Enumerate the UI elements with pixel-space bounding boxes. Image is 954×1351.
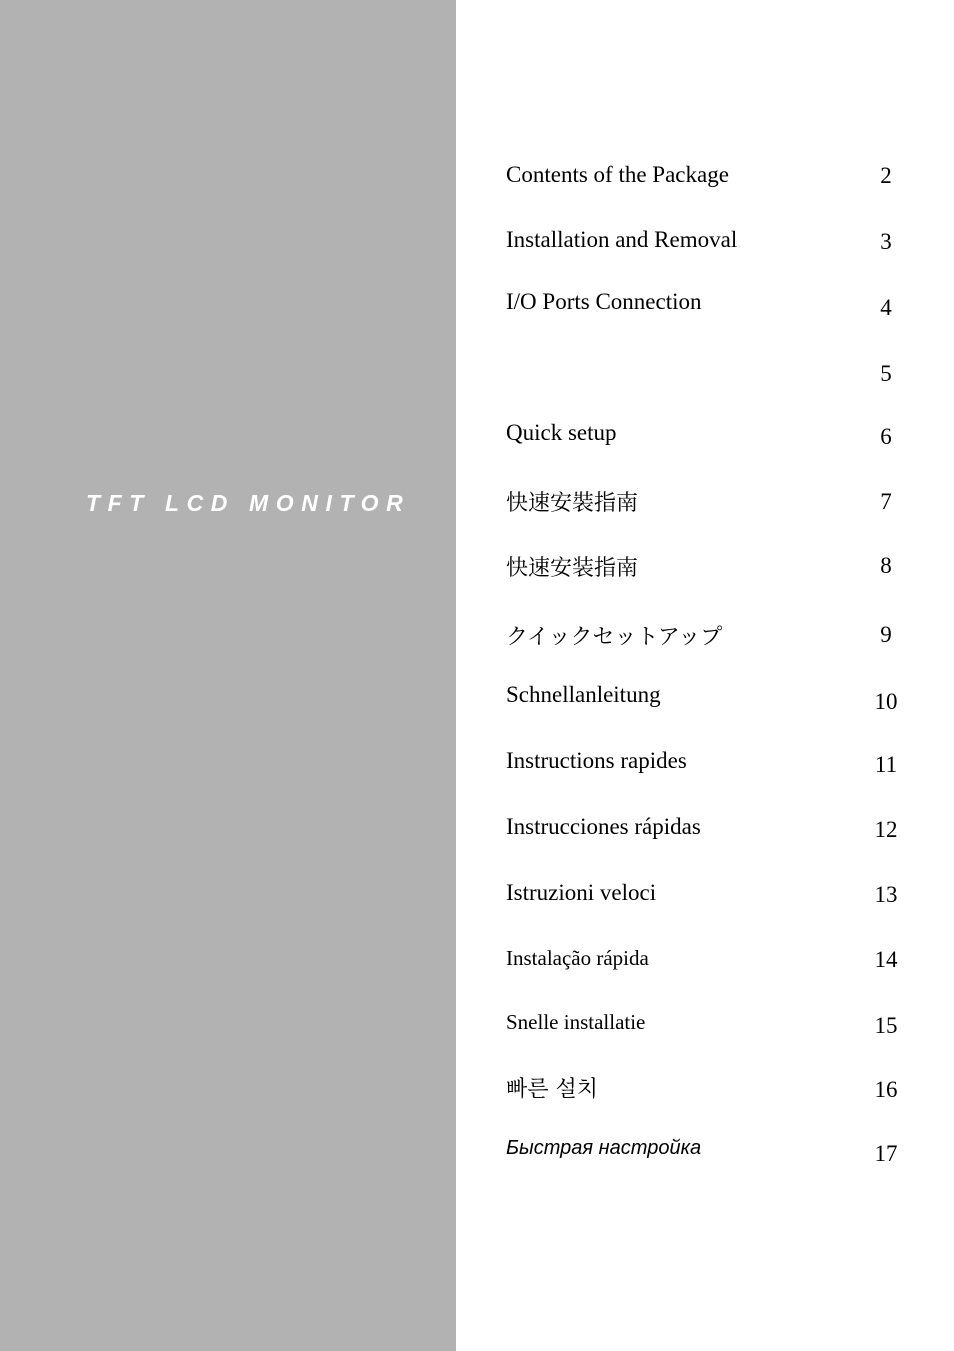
toc-entry-page-korean: 16	[874, 1077, 898, 1102]
toc-entry-page-quick-setup: 6	[880, 424, 892, 449]
gray-sidebar	[0, 0, 456, 1351]
toc-entry-label-installation: Installation and Removal	[506, 227, 738, 252]
toc-entry-page-portuguese: 14	[874, 947, 898, 972]
toc-entry-page-io-ports: 4	[880, 295, 892, 320]
toc-entry-page-dutch: 15	[874, 1013, 898, 1038]
toc-entry-page-russian: 17	[874, 1141, 898, 1166]
toc-entry-page-contents: 2	[880, 163, 892, 188]
toc-entry-label-french: Instructions rapides	[506, 748, 687, 773]
toc-entry-label-simplified-chinese: 快速安装指南	[506, 556, 639, 581]
toc-entry-label-contents: Contents of the Package	[506, 162, 729, 187]
toc-entry-label-italian: Istruzioni veloci	[506, 880, 657, 905]
toc-entry-label-traditional-chinese: 快速安裝指南	[506, 491, 639, 516]
toc-entry-page-italian: 13	[874, 882, 898, 907]
toc-entry-label-spanish: Instrucciones rápidas	[506, 814, 701, 839]
toc-entry-page-japanese: 9	[880, 622, 892, 647]
toc-entry-label-japanese: クイックセットアップ	[506, 625, 723, 650]
toc-entry-label-russian: Быстрая настройка	[506, 1137, 702, 1159]
toc-entry-page-german: 10	[874, 689, 898, 714]
toc-entry-page-traditional-chinese: 7	[880, 489, 892, 514]
toc-entry-page-french: 11	[874, 752, 898, 777]
toc-entry-page-installation: 3	[880, 229, 892, 254]
toc-entry-page-blank: 5	[880, 361, 892, 386]
toc-entry-label-quick-setup: Quick setup	[506, 420, 617, 445]
toc-entry-page-spanish: 12	[874, 817, 898, 842]
toc-entry-label-io-ports: I/O Ports Connection	[506, 289, 702, 314]
toc-entry-label-korean: 빠른 설치	[506, 1077, 599, 1102]
toc-entry-label-german: Schnellanleitung	[506, 682, 661, 707]
toc-entry-page-simplified-chinese: 8	[880, 553, 892, 578]
product-title: TFT LCD MONITOR	[86, 490, 411, 516]
toc-entry-label-portuguese: Instalação rápida	[506, 946, 649, 970]
toc-entry-label-dutch: Snelle installatie	[506, 1010, 646, 1034]
